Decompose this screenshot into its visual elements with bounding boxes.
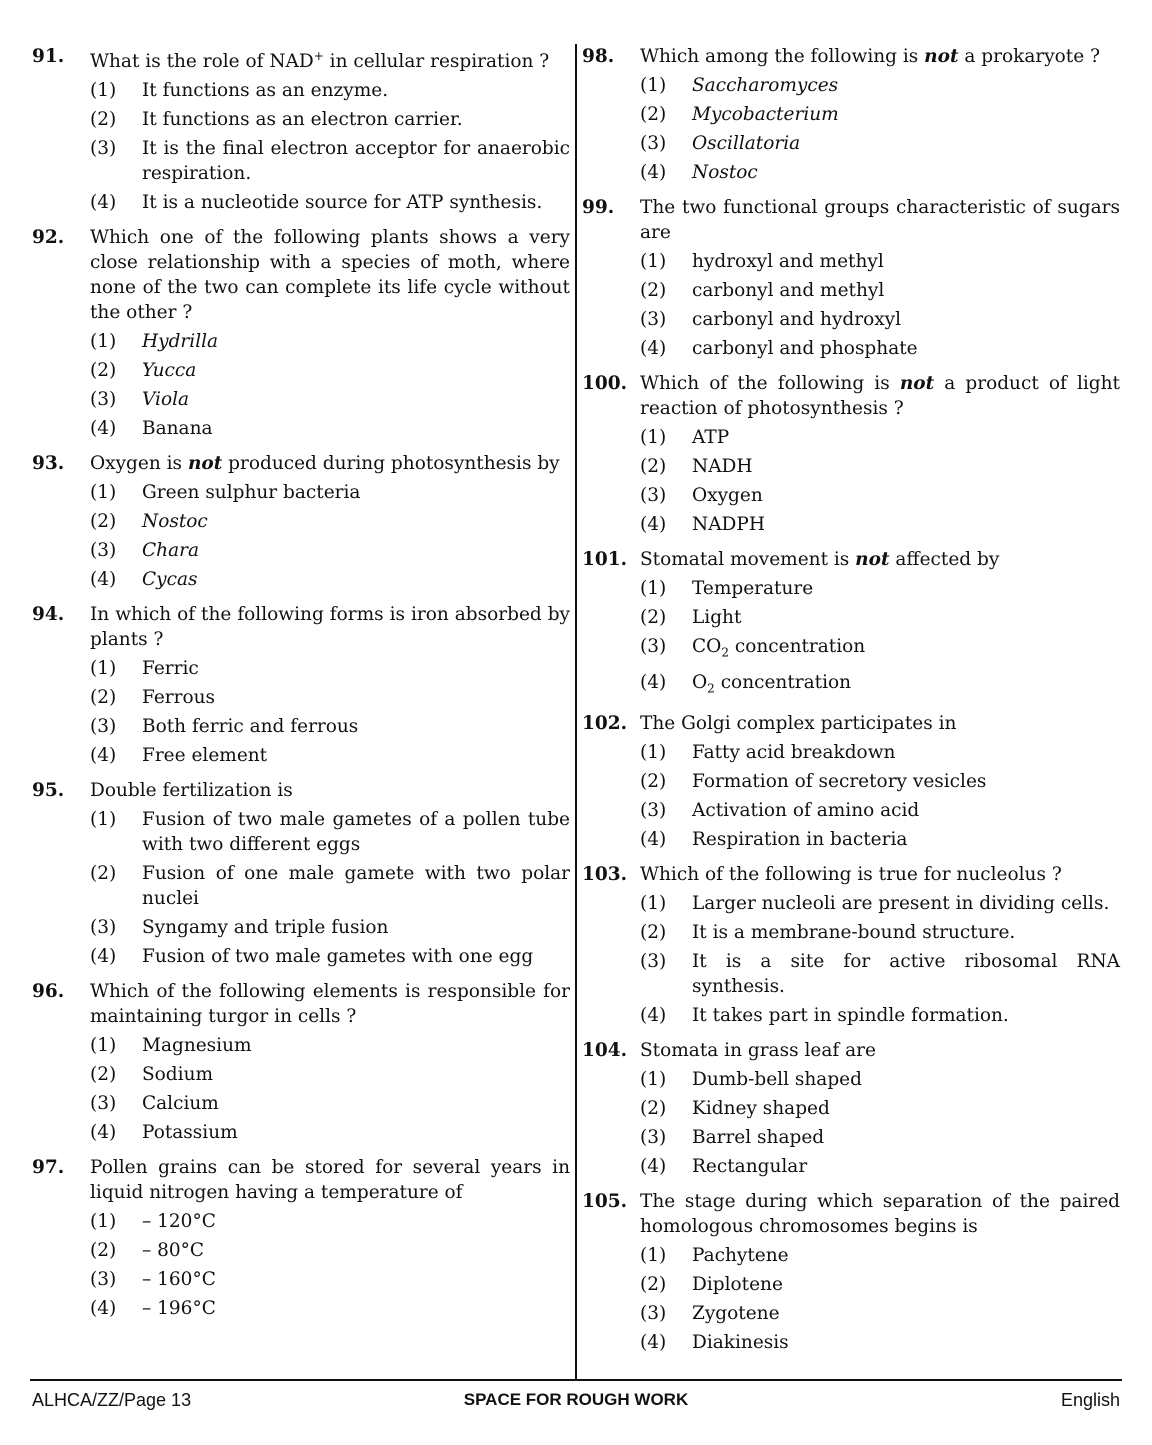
question-100 bbox=[582, 371, 1120, 537]
option: (1) Pachytene bbox=[640, 1245, 789, 1267]
question-102 bbox=[582, 711, 1120, 852]
question-96 bbox=[32, 979, 570, 1145]
page-footer bbox=[32, 1390, 1120, 1414]
question-number: 103. bbox=[582, 864, 628, 886]
left-column bbox=[32, 44, 570, 1331]
question-99 bbox=[582, 195, 1120, 361]
option: (2) carbonyl and methyl bbox=[640, 280, 885, 301]
option: (4) Fusion of two male gametes with one egg bbox=[90, 946, 534, 968]
option: (3) Syngamy and triple fusion bbox=[90, 917, 389, 939]
option: (1) It functions as an enzyme. bbox=[90, 80, 389, 102]
option: (2) It is a membrane-bound structure. bbox=[640, 922, 1016, 944]
option: (2) NADH bbox=[640, 456, 753, 477]
option: (2) Fusion of one male gamete with two polar nuclei bbox=[90, 863, 570, 910]
option: (3) – 160°C bbox=[90, 1269, 216, 1291]
option: (2) It functions as an electron carrier. bbox=[90, 109, 463, 131]
question-number: 93. bbox=[32, 453, 65, 475]
option: (4) Free element bbox=[90, 745, 268, 767]
option: (4) Potassium bbox=[90, 1122, 238, 1144]
option: (3) It is a site for active ribosomal RNA synthesis. bbox=[640, 951, 1120, 998]
option: (2) Formation of secretory vesicles bbox=[640, 771, 987, 793]
question-98 bbox=[582, 44, 1120, 185]
question-text: In which of the following forms is iron absorbed by plants ? bbox=[90, 604, 570, 651]
question-text: Which of the following is true for nucleolus ? bbox=[640, 864, 1062, 886]
question-94 bbox=[32, 602, 570, 768]
question-number: 104. bbox=[582, 1040, 628, 1062]
option: (2) Mycobacterium bbox=[640, 104, 839, 125]
question-97 bbox=[32, 1155, 570, 1321]
question-text: What is the role of NAD+ in cellular respiration ? bbox=[90, 49, 550, 73]
option: (2) – 80°C bbox=[90, 1240, 205, 1262]
question-text: Which of the following elements is responsible for maintaining turgor in cells ? bbox=[90, 981, 570, 1028]
option: (1) Magnesium bbox=[90, 1035, 252, 1057]
option: (3) It is the final electron acceptor for anaerobic respiration. bbox=[90, 138, 570, 185]
option: (1) Hydrilla bbox=[90, 331, 219, 353]
rough-work-label: SPACE FOR ROUGH WORK bbox=[463, 1390, 689, 1409]
option: (1) Green sulphur bacteria bbox=[90, 482, 361, 504]
option: (2) Light bbox=[640, 607, 742, 628]
option: (3) $CO_2$ concentration bbox=[640, 636, 866, 660]
question-number: 105. bbox=[582, 1191, 628, 1213]
question-95 bbox=[32, 778, 570, 969]
option: (1) Dumb-bell shaped bbox=[640, 1069, 862, 1091]
option: (3) Oxygen bbox=[640, 485, 763, 506]
option: (2) Ferrous bbox=[90, 687, 216, 709]
option: (3) Both ferric and ferrous bbox=[90, 716, 359, 738]
question-105 bbox=[582, 1189, 1120, 1355]
option: (4) NADPH bbox=[640, 514, 765, 535]
option: (2) Yucca bbox=[90, 360, 197, 382]
question-text: Which among the following is not a prokaryote ? bbox=[640, 46, 1100, 67]
option: (4) Nostoc bbox=[640, 162, 758, 183]
right-column bbox=[582, 44, 1120, 1365]
option: (3) Calcium bbox=[90, 1093, 219, 1115]
question-91 bbox=[32, 44, 570, 215]
question-number: 94. bbox=[32, 604, 65, 626]
question-text: Stomata in grass leaf are bbox=[640, 1040, 876, 1062]
question-text: Stomatal movement is not affected by bbox=[640, 549, 1000, 570]
option: (4) Cycas bbox=[90, 569, 198, 591]
option: (4) Diakinesis bbox=[640, 1332, 789, 1354]
question-number: 92. bbox=[32, 227, 65, 249]
option: (3) Barrel shaped bbox=[640, 1127, 825, 1149]
option: (1) Saccharomyces bbox=[640, 75, 839, 96]
question-number: 99. bbox=[582, 197, 615, 218]
question-text: Which of the following is not a product of light reaction of photosynthesis ? bbox=[640, 373, 1120, 419]
option: (2) Sodium bbox=[90, 1064, 214, 1086]
question-101 bbox=[582, 547, 1120, 701]
option: (3) Oscillatoria bbox=[640, 133, 801, 154]
option: (4) Respiration in bacteria bbox=[640, 829, 908, 851]
question-text: Double fertilization is bbox=[90, 780, 293, 802]
option: (4) – 196°C bbox=[90, 1298, 216, 1320]
question-number: 91. bbox=[32, 46, 65, 67]
question-92 bbox=[32, 225, 570, 441]
option: (4) carbonyl and phosphate bbox=[640, 338, 918, 359]
option: (4) Rectangular bbox=[640, 1156, 808, 1178]
question-text: The stage during which separation of the paired homologous chromosomes begins is bbox=[640, 1191, 1120, 1238]
option: (3) Chara bbox=[90, 540, 199, 562]
question-text: Pollen grains can be stored for several years in liquid nitrogen having a temperature of bbox=[90, 1157, 570, 1204]
question-text: The two functional groups characteristic of sugars are bbox=[640, 197, 1120, 243]
option: (4) Banana bbox=[90, 418, 213, 440]
question-number: 96. bbox=[32, 981, 65, 1003]
footer-rule bbox=[30, 1379, 1122, 1381]
question-number: 100. bbox=[582, 373, 628, 394]
question-text: The Golgi complex participates in bbox=[640, 713, 957, 735]
option: (1) Temperature bbox=[640, 578, 814, 599]
option: (4) $O_2$ concentration bbox=[640, 671, 852, 696]
column-divider bbox=[575, 44, 577, 1380]
option: (2) Kidney shaped bbox=[640, 1098, 830, 1120]
question-number: 95. bbox=[32, 780, 65, 802]
option: (3) Zygotene bbox=[640, 1303, 780, 1325]
option: (4) It is a nucleotide source for ATP synthesis. bbox=[90, 192, 543, 214]
option: (1) hydroxyl and methyl bbox=[640, 251, 884, 272]
question-number: 101. bbox=[582, 549, 628, 570]
option: (3) carbonyl and hydroxyl bbox=[640, 309, 902, 330]
option: (1) Fatty acid breakdown bbox=[640, 742, 896, 764]
question-103 bbox=[582, 862, 1120, 1028]
question-text: Oxygen is not produced during photosynthesis by bbox=[90, 453, 560, 475]
option: (1) Larger nucleoli are present in dividing cells. bbox=[640, 893, 1110, 915]
question-text: Which one of the following plants shows a very close relationship with a species of moth, where none of the two can complete its life cycle without the other ? bbox=[90, 227, 570, 324]
option: (2) Nostoc bbox=[90, 511, 208, 533]
question-104 bbox=[582, 1038, 1120, 1179]
question-number: 102. bbox=[582, 713, 628, 735]
option: (1) Ferric bbox=[90, 658, 199, 680]
option: (1) – 120°C bbox=[90, 1211, 216, 1233]
option: (1) Fusion of two male gametes of a pollen tube with two different eggs bbox=[90, 809, 570, 856]
option: (4) It takes part in spindle formation. bbox=[640, 1005, 1009, 1027]
page-code: ALHCA/ZZ/Page 13 bbox=[32, 1390, 192, 1410]
option: (3) Viola bbox=[90, 389, 190, 411]
option: (1) ATP bbox=[640, 427, 730, 448]
question-number: 97. bbox=[32, 1157, 65, 1179]
option: (3) Activation of amino acid bbox=[640, 800, 920, 822]
option: (2) Diplotene bbox=[640, 1274, 783, 1296]
question-number: 98. bbox=[582, 46, 615, 67]
language-label: English bbox=[1060, 1390, 1120, 1410]
question-93 bbox=[32, 451, 570, 592]
